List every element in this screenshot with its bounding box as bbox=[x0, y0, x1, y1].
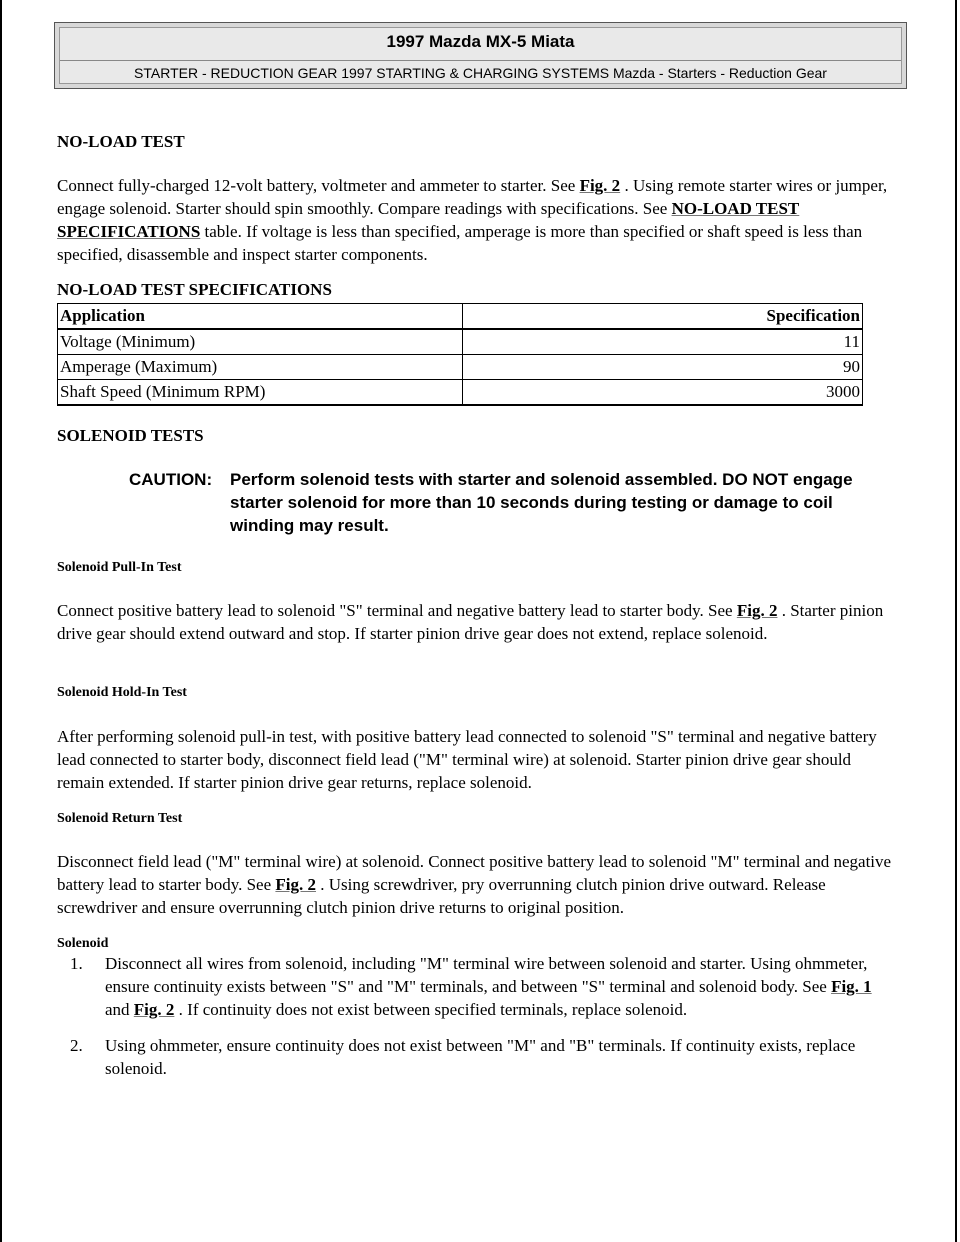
row-application: Shaft Speed (Minimum RPM) bbox=[58, 380, 463, 406]
step1-text-a: Disconnect all wires from solenoid, including "M" terminal wire between solenoid and starter. Using ohmmeter, ensure continuity exists between "S" and "M" terminals, and between "S" terminal and solenoid body. See bbox=[105, 954, 868, 996]
fig2-link[interactable]: Fig. 2 bbox=[275, 875, 317, 894]
row-specification: 90 bbox=[463, 355, 863, 380]
return-text-2: . Using screwdriver, pry overrunning clutch pinion drive outward. Release screwdriver and ensure overrunning clutch pinion drive returns to original position. bbox=[57, 875, 826, 917]
header-subtitle: STARTER - REDUCTION GEAR 1997 STARTING & CHARGING SYSTEMS Mazda - Starters - Reduction Gear bbox=[134, 65, 827, 81]
return-text-1: Disconnect field lead ("M" terminal wire) at solenoid. Connect positive battery lead to solenoid "M" terminal and negative battery lead to starter body. See bbox=[57, 852, 892, 894]
holdin-heading: Solenoid Hold-In Test bbox=[57, 685, 187, 700]
table-row bbox=[58, 329, 863, 355]
step-number: 1. bbox=[70, 954, 83, 973]
list-item bbox=[70, 952, 890, 1021]
pullin-heading: Solenoid Pull-In Test bbox=[57, 560, 182, 575]
noload-paragraph bbox=[57, 174, 892, 266]
spec-table bbox=[57, 303, 863, 406]
spec-table-link[interactable]: NO-LOAD TEST SPECIFICATIONS bbox=[57, 199, 800, 241]
col-specification: Specification bbox=[463, 304, 863, 330]
pullin-text-2: . Starter pinion drive gear should extend outward and stop. If starter pinion drive gear does not extend, replace solenoid. bbox=[57, 601, 884, 643]
return-heading: Solenoid Return Test bbox=[57, 811, 183, 826]
solenoid-heading: Solenoid bbox=[57, 936, 109, 951]
noload-heading: NO-LOAD TEST bbox=[57, 132, 185, 151]
step1-and: and bbox=[105, 1000, 134, 1019]
spec-table-header bbox=[58, 304, 863, 330]
list-item bbox=[70, 1034, 890, 1080]
header-title: 1997 Mazda MX-5 Miata bbox=[386, 32, 575, 51]
return-paragraph bbox=[57, 850, 897, 919]
noload-text-3: table. If voltage is less than specified, amperage is more than specified or shaft speed is less than specified, disassemble and inspect starter components. bbox=[57, 222, 863, 264]
row-application: Voltage (Minimum) bbox=[58, 329, 463, 355]
header-divider bbox=[60, 60, 901, 61]
table-row bbox=[58, 355, 863, 380]
col-application: Application bbox=[58, 304, 463, 330]
row-specification: 11 bbox=[463, 329, 863, 355]
fig2-link[interactable]: Fig. 2 bbox=[736, 601, 778, 620]
solenoid-steps bbox=[70, 952, 890, 1093]
pullin-text-1: Connect positive battery lead to solenoid "S" terminal and negative battery lead to starter body. See bbox=[57, 601, 737, 620]
fig2-link[interactable]: Fig. 2 bbox=[579, 176, 621, 195]
solenoid-tests-heading: SOLENOID TESTS bbox=[57, 426, 204, 445]
step2-text: Using ohmmeter, ensure continuity does not exist between "M" and "B" terminals. If continuity exists, replace solenoid. bbox=[105, 1036, 856, 1078]
noload-text-1: Connect fully-charged 12-volt battery, voltmeter and ammeter to starter. See bbox=[57, 176, 580, 195]
row-specification: 3000 bbox=[463, 380, 863, 406]
step-number: 2. bbox=[70, 1036, 83, 1055]
holdin-paragraph: After performing solenoid pull-in test, with positive battery lead connected to solenoid "S" terminal and negative battery lead connected to starter body, disconnect field lead ("M" terminal wire) at solenoid. Starter pinion drive gear should remain extended. If starter pinion drive gear returns, replace solenoid. bbox=[57, 727, 877, 792]
caution-text: Perform solenoid tests with starter and solenoid assembled. DO NOT engage starter solenoid for more than 10 seconds during testing or damage to coil winding may result. bbox=[230, 470, 853, 535]
fig2-link[interactable]: Fig. 2 bbox=[133, 1000, 175, 1019]
header-inner bbox=[59, 27, 902, 84]
pullin-paragraph bbox=[57, 599, 887, 645]
step1-text-b: . If continuity does not exist between specified terminals, replace solenoid. bbox=[174, 1000, 688, 1019]
spec-table-title: NO-LOAD TEST SPECIFICATIONS bbox=[57, 280, 332, 299]
row-application: Amperage (Maximum) bbox=[58, 355, 463, 380]
caution-label: CAUTION: bbox=[129, 470, 213, 489]
page-header bbox=[54, 22, 907, 89]
table-row bbox=[58, 380, 863, 406]
noload-text-2: . Using remote starter wires or jumper, engage solenoid. Starter should spin smoothly. Compare readings with specifications. See bbox=[57, 176, 888, 218]
fig1-link[interactable]: Fig. 1 bbox=[831, 977, 872, 996]
